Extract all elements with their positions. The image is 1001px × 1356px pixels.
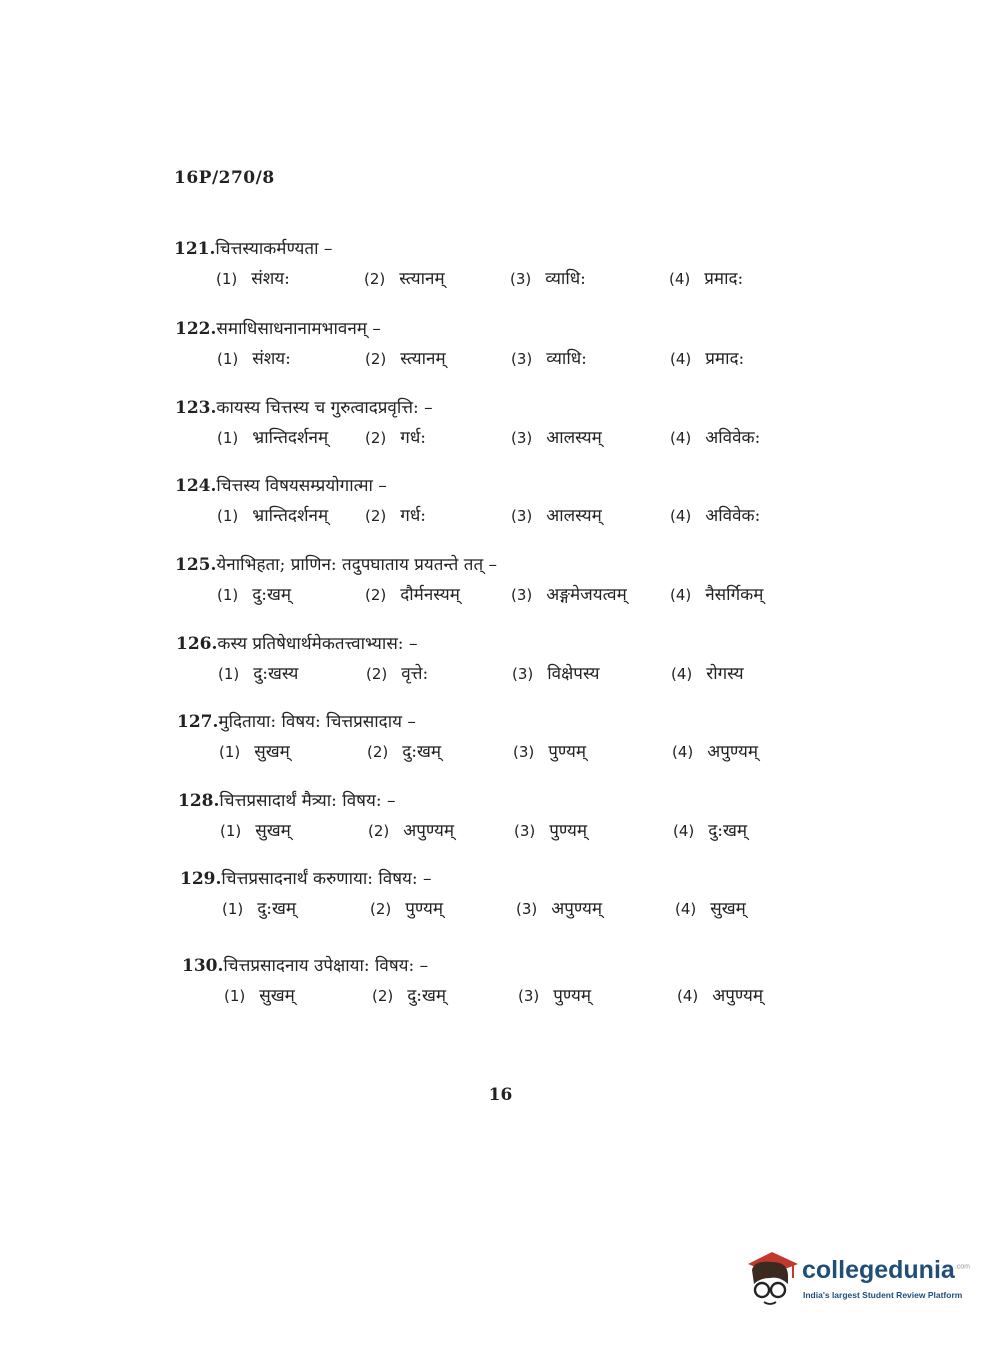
question-number: 125. bbox=[175, 555, 217, 575]
option-text: गर्ध: bbox=[400, 506, 427, 526]
answer-option bbox=[672, 739, 758, 762]
answer-option bbox=[511, 582, 627, 605]
option-number: (2) bbox=[364, 270, 386, 288]
question-text: मुदिताया: विषय: चित्तप्रसादाय – bbox=[218, 712, 416, 732]
option-text: व्याधि: bbox=[545, 269, 586, 289]
question-text: समाधिसाधनानामभावनम् – bbox=[216, 319, 381, 339]
answer-option bbox=[222, 896, 296, 919]
option-number: (2) bbox=[366, 665, 388, 683]
option-number: (4) bbox=[675, 900, 697, 918]
option-number: (3) bbox=[513, 743, 535, 761]
answer-option bbox=[516, 896, 602, 919]
answer-option bbox=[365, 582, 460, 605]
question-stem bbox=[177, 709, 416, 732]
option-text: दु:खस्य bbox=[253, 664, 299, 684]
answer-option bbox=[670, 503, 760, 526]
answer-option bbox=[670, 346, 744, 369]
option-text: स्त्यानम् bbox=[400, 349, 446, 369]
answer-option bbox=[513, 739, 586, 762]
question-stem bbox=[176, 631, 417, 654]
option-text: वृत्ते: bbox=[401, 664, 429, 684]
brand-suffix: .com bbox=[954, 1263, 970, 1271]
option-text: प्रमाद: bbox=[705, 349, 745, 369]
answer-option bbox=[217, 425, 328, 448]
question-text: कायस्य चित्तस्य च गुरुत्वादप्रवृत्ति: – bbox=[216, 398, 433, 418]
question-stem bbox=[175, 316, 381, 339]
question-number: 122. bbox=[175, 319, 217, 339]
question-item bbox=[0, 788, 1001, 858]
option-text: भ्रान्तिदर्शनम् bbox=[252, 428, 329, 448]
option-number: (2) bbox=[367, 743, 389, 761]
answer-option bbox=[219, 739, 290, 762]
answer-option bbox=[364, 266, 445, 289]
option-text: संशय: bbox=[251, 269, 290, 289]
question-text: चित्तस्य विषयसम्प्रयोगात्मा – bbox=[216, 476, 387, 496]
answer-option bbox=[372, 983, 446, 1006]
answer-option bbox=[671, 661, 744, 684]
option-number: (4) bbox=[670, 507, 692, 525]
option-number: (1) bbox=[222, 900, 244, 918]
option-text: दु:खम् bbox=[402, 742, 442, 762]
answer-option bbox=[675, 896, 746, 919]
option-number: (1) bbox=[216, 270, 238, 288]
option-text: व्याधि: bbox=[546, 349, 587, 369]
option-text: स्त्यानम् bbox=[399, 269, 445, 289]
option-text: दौर्मनस्यम् bbox=[400, 585, 460, 605]
question-number: 130. bbox=[182, 956, 224, 976]
option-text: विक्षेपस्य bbox=[547, 664, 600, 684]
answer-option bbox=[365, 503, 426, 526]
option-text: पुण्यम् bbox=[548, 742, 587, 762]
option-number: (3) bbox=[516, 900, 538, 918]
answer-option bbox=[365, 346, 446, 369]
question-stem bbox=[180, 866, 432, 889]
answer-option bbox=[217, 582, 291, 605]
option-number: (2) bbox=[372, 987, 394, 1005]
question-stem bbox=[178, 788, 395, 811]
answer-option bbox=[220, 818, 291, 841]
question-stem bbox=[175, 395, 433, 418]
answer-option bbox=[216, 266, 290, 289]
option-text: अपुण्यम् bbox=[707, 742, 758, 762]
option-number: (1) bbox=[224, 987, 246, 1005]
answer-option bbox=[366, 661, 428, 684]
answer-option bbox=[217, 346, 291, 369]
page-number: 16 bbox=[488, 1085, 513, 1105]
collegedunia-watermark bbox=[742, 1250, 972, 1312]
option-number: (3) bbox=[511, 429, 533, 447]
question-item bbox=[0, 631, 1001, 701]
answer-option bbox=[217, 503, 328, 526]
option-text: पुण्यम् bbox=[405, 899, 444, 919]
answer-option bbox=[670, 425, 760, 448]
option-number: (4) bbox=[677, 987, 699, 1005]
question-text: येनाभिहता; प्राणिन: तदुपघाताय प्रयतन्ते तत् – bbox=[216, 555, 498, 575]
option-text: अङ्गमेजयत्वम् bbox=[546, 585, 627, 605]
option-text: रोगस्य bbox=[706, 664, 744, 684]
question-text: चित्तप्रसादार्थं मैत्र्या: विषय: – bbox=[219, 791, 396, 811]
option-number: (3) bbox=[514, 822, 536, 840]
option-text: अपुण्यम् bbox=[551, 899, 602, 919]
option-text: आलस्यम् bbox=[546, 506, 602, 526]
option-number: (2) bbox=[365, 586, 387, 604]
question-text: चित्तप्रसादनाय उपेक्षाया: विषय: – bbox=[223, 956, 429, 976]
option-number: (1) bbox=[217, 350, 239, 368]
question-item bbox=[0, 953, 1001, 1023]
question-item bbox=[0, 473, 1001, 543]
option-number: (3) bbox=[510, 270, 532, 288]
answer-option bbox=[511, 503, 602, 526]
option-text: सुखम् bbox=[255, 821, 291, 841]
question-text: चित्तप्रसादनार्थं करुणाया: विषय: – bbox=[221, 869, 432, 889]
option-text: दु:खम् bbox=[252, 585, 292, 605]
question-number: 121. bbox=[174, 239, 216, 259]
question-number: 126. bbox=[176, 634, 218, 654]
answer-option bbox=[510, 266, 586, 289]
option-text: गर्ध: bbox=[400, 428, 427, 448]
question-stem bbox=[182, 953, 428, 976]
option-number: (2) bbox=[365, 507, 387, 525]
answer-option bbox=[670, 582, 763, 605]
question-item bbox=[0, 395, 1001, 465]
answer-option bbox=[514, 818, 587, 841]
option-number: (1) bbox=[217, 507, 239, 525]
option-text: प्रमाद: bbox=[704, 269, 744, 289]
option-number: (2) bbox=[365, 350, 387, 368]
option-number: (3) bbox=[518, 987, 540, 1005]
answer-option bbox=[511, 346, 587, 369]
question-number: 129. bbox=[180, 869, 222, 889]
question-item bbox=[0, 236, 1001, 306]
option-number: (1) bbox=[218, 665, 240, 683]
answer-option bbox=[511, 425, 602, 448]
question-number: 124. bbox=[175, 476, 217, 496]
option-number: (4) bbox=[669, 270, 691, 288]
answer-option bbox=[518, 983, 591, 1006]
option-number: (4) bbox=[671, 665, 693, 683]
answer-option bbox=[365, 425, 426, 448]
question-text: चित्तस्याकर्मण्यता – bbox=[215, 239, 333, 259]
answer-option bbox=[677, 983, 763, 1006]
option-text: अविवेक: bbox=[705, 428, 761, 448]
answer-option bbox=[367, 739, 441, 762]
answer-option bbox=[669, 266, 743, 289]
question-stem bbox=[175, 552, 497, 575]
option-text: पुण्यम् bbox=[553, 986, 592, 1006]
question-stem bbox=[175, 473, 387, 496]
option-number: (2) bbox=[370, 900, 392, 918]
option-text: दु:खम् bbox=[407, 986, 447, 1006]
option-text: पुण्यम् bbox=[549, 821, 588, 841]
option-text: भ्रान्तिदर्शनम् bbox=[252, 506, 329, 526]
question-number: 123. bbox=[175, 398, 217, 418]
answer-option bbox=[512, 661, 599, 684]
option-number: (3) bbox=[512, 665, 534, 683]
question-text: कस्य प्रतिषेधार्थमेकतत्त्वाभ्यास: – bbox=[217, 634, 418, 654]
answer-option bbox=[368, 818, 454, 841]
option-number: (2) bbox=[365, 429, 387, 447]
option-number: (4) bbox=[673, 822, 695, 840]
option-number: (1) bbox=[219, 743, 241, 761]
question-number: 128. bbox=[178, 791, 220, 811]
option-number: (3) bbox=[511, 350, 533, 368]
option-number: (1) bbox=[217, 586, 239, 604]
answer-option bbox=[673, 818, 747, 841]
option-text: सुखम् bbox=[259, 986, 295, 1006]
option-number: (1) bbox=[217, 429, 239, 447]
option-number: (3) bbox=[511, 586, 533, 604]
question-item bbox=[0, 866, 1001, 936]
question-number: 127. bbox=[177, 712, 219, 732]
option-text: सुखम् bbox=[254, 742, 290, 762]
option-number: (4) bbox=[670, 586, 692, 604]
option-number: (3) bbox=[511, 507, 533, 525]
option-number: (4) bbox=[672, 743, 694, 761]
answer-option bbox=[218, 661, 298, 684]
collegedunia-mascot-icon bbox=[742, 1250, 800, 1310]
option-text: सुखम् bbox=[710, 899, 746, 919]
option-text: अपुण्यम् bbox=[403, 821, 454, 841]
option-number: (2) bbox=[368, 822, 390, 840]
question-item bbox=[0, 709, 1001, 779]
option-text: दु:खम् bbox=[708, 821, 748, 841]
answer-option bbox=[370, 896, 443, 919]
option-text: दु:खम् bbox=[257, 899, 297, 919]
option-text: अपुण्यम् bbox=[712, 986, 763, 1006]
option-text: अविवेक: bbox=[705, 506, 761, 526]
question-item bbox=[0, 316, 1001, 386]
option-number: (4) bbox=[670, 350, 692, 368]
answer-option bbox=[224, 983, 295, 1006]
paper-code: 16P/270/8 bbox=[174, 168, 275, 188]
brand-tagline: India's largest Student Review Platform bbox=[803, 1290, 963, 1300]
option-text: नैसर्गिकम् bbox=[705, 585, 764, 605]
option-text: आलस्यम् bbox=[546, 428, 602, 448]
option-text: संशय: bbox=[252, 349, 291, 369]
question-item bbox=[0, 552, 1001, 622]
brand-name: collegedunia$^{.com}$ bbox=[802, 1256, 970, 1284]
option-number: (4) bbox=[670, 429, 692, 447]
question-stem bbox=[174, 236, 332, 259]
option-number: (1) bbox=[220, 822, 242, 840]
